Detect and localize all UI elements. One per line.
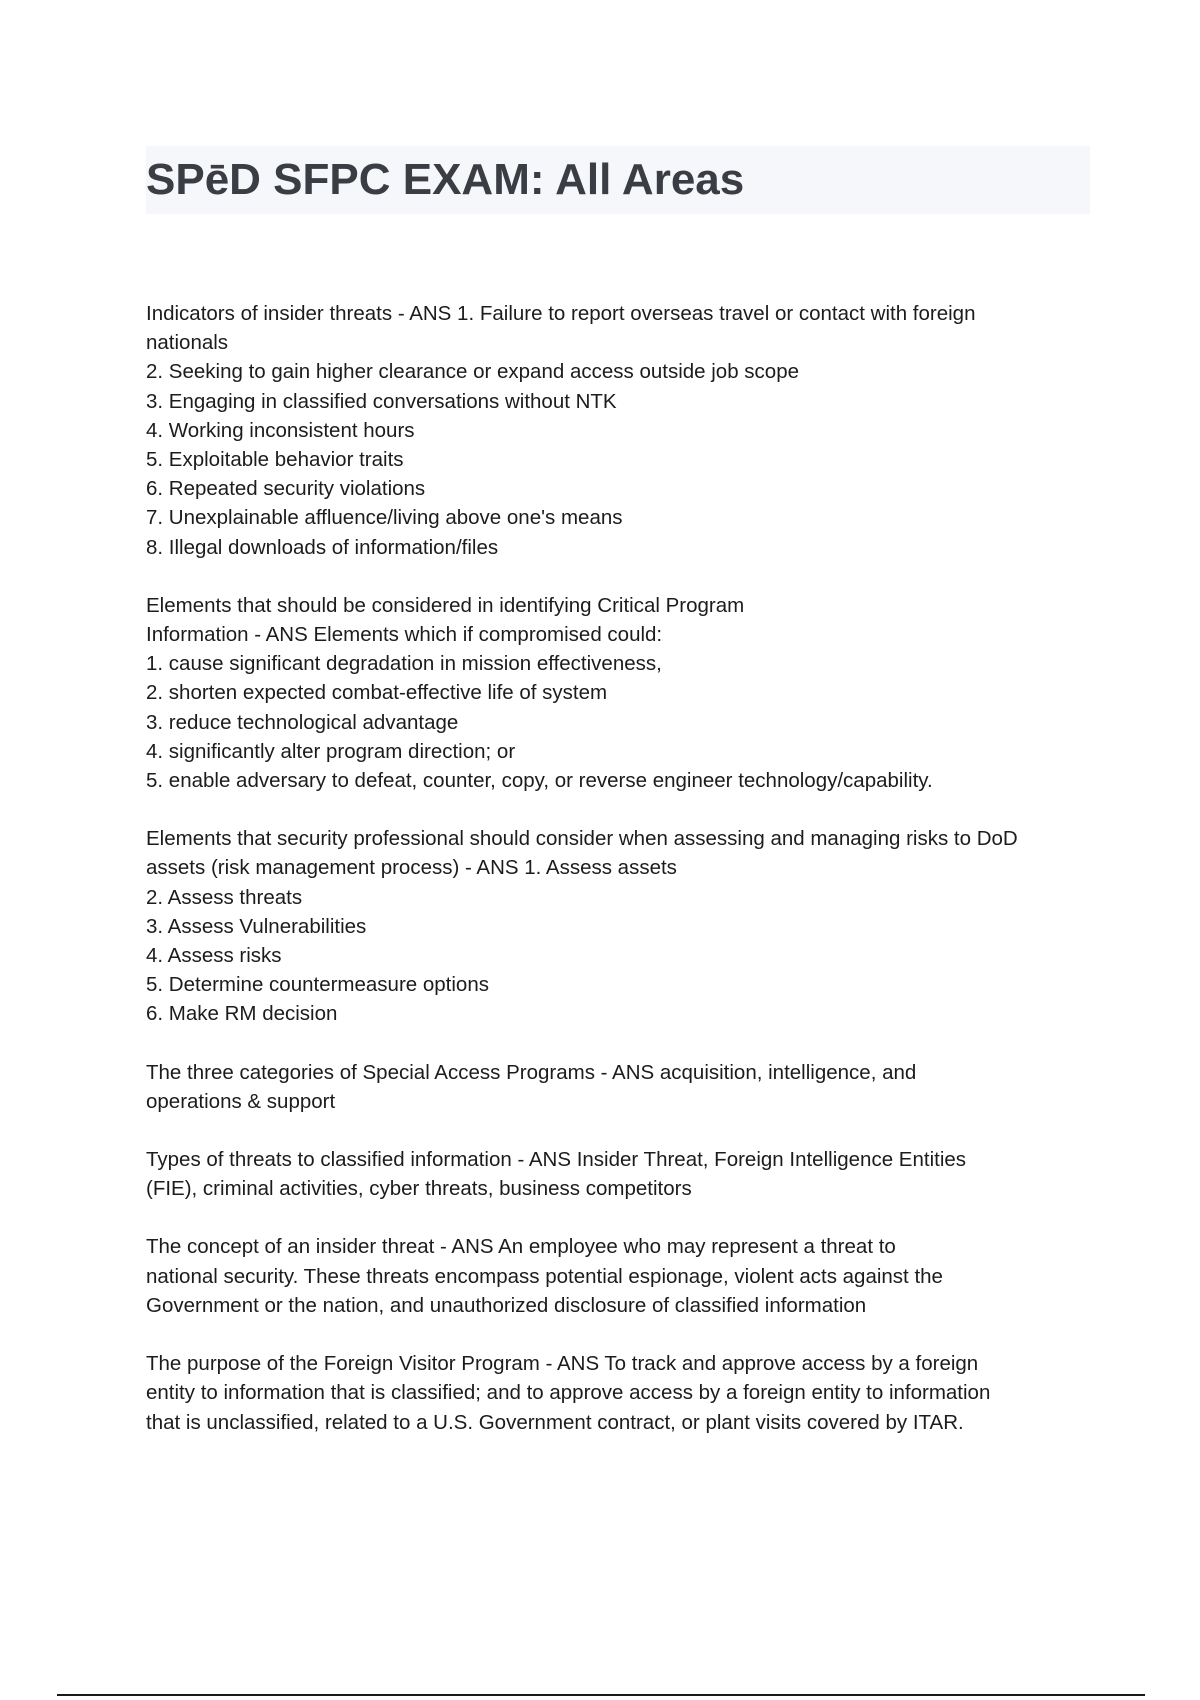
entry-line: 5. Exploitable behavior traits	[146, 448, 404, 472]
entry-line: assets (risk management process) - ANS 1. Assess assets	[146, 856, 677, 880]
entry-line: 4. significantly alter program direction; or	[146, 739, 516, 763]
entry-line: 5. enable adversary to defeat, counter, copy, or reverse engineer technology/capability.	[146, 769, 933, 793]
entry-line: entity to information that is classified; and to approve access by a foreign entity to information	[146, 1381, 991, 1405]
qa-entry	[146, 299, 1096, 562]
entry-line: that is unclassified, related to a U.S. Government contract, or plant visits covered by ITAR.	[146, 1410, 964, 1434]
entry-line: nationals	[146, 331, 229, 355]
entry-line: operations & support	[146, 1089, 336, 1113]
entry-line: The concept of an insider threat - ANS An employee who may represent a threat to	[146, 1235, 896, 1259]
entry-line: 8. Illegal downloads of information/files	[146, 535, 499, 559]
title-banner	[146, 146, 1090, 214]
entry-line: Types of threats to classified information - ANS Insider Threat, Foreign Intelligence Entities	[146, 1148, 967, 1172]
entry-line: 6. Make RM decision	[146, 1002, 338, 1026]
qa-entry	[146, 1349, 1096, 1437]
entry-line: Elements that should be considered in identifying Critical Program	[146, 593, 745, 617]
qa-entry	[146, 1232, 1096, 1320]
entry-line: 7. Unexplainable affluence/living above one's means	[146, 506, 623, 530]
qa-entry	[146, 824, 1096, 1028]
entry-line: Information - ANS Elements which if compromised could:	[146, 623, 663, 647]
entry-line: 5. Determine countermeasure options	[146, 973, 489, 997]
entry-line: 4. Assess risks	[146, 944, 282, 968]
entry-line: national security. These threats encompass potential espionage, violent acts against the	[146, 1264, 943, 1288]
entry-line: 3. Engaging in classified conversations without NTK	[146, 389, 617, 413]
entry-line: 1. cause significant degradation in mission effectiveness,	[146, 652, 662, 676]
entry-line: 2. Seeking to gain higher clearance or expand access outside job scope	[146, 360, 800, 384]
entry-line: 2. shorten expected combat-effective life of system	[146, 681, 608, 705]
entry-line: The purpose of the Foreign Visitor Program - ANS To track and approve access by a foreign	[146, 1352, 979, 1376]
entry-line: 3. reduce technological advantage	[146, 710, 459, 734]
entry-line: (FIE), criminal activities, cyber threats, business competitors	[146, 1177, 692, 1201]
footer-divider	[57, 1694, 1145, 1696]
qa-entry	[146, 1145, 1096, 1203]
document-body	[146, 299, 1096, 1466]
entry-line: Elements that security professional should consider when assessing and managing risks to DoD	[146, 827, 1018, 851]
page-title: SPēD SFPC EXAM: All Areas	[146, 155, 745, 204]
entry-line: 6. Repeated security violations	[146, 477, 426, 501]
entry-line: 3. Assess Vulnerabilities	[146, 914, 367, 938]
entry-line: 4. Working inconsistent hours	[146, 418, 415, 442]
entry-line: Indicators of insider threats - ANS 1. Failure to report overseas travel or contact with foreign	[146, 302, 976, 325]
entry-line: Government or the nation, and unauthorized disclosure of classified information	[146, 1293, 867, 1317]
entry-line: The three categories of Special Access Programs - ANS acquisition, intelligence, and	[146, 1060, 917, 1084]
qa-entry	[146, 1058, 1096, 1116]
qa-entry	[146, 591, 1096, 795]
entry-line: 2. Assess threats	[146, 885, 303, 909]
